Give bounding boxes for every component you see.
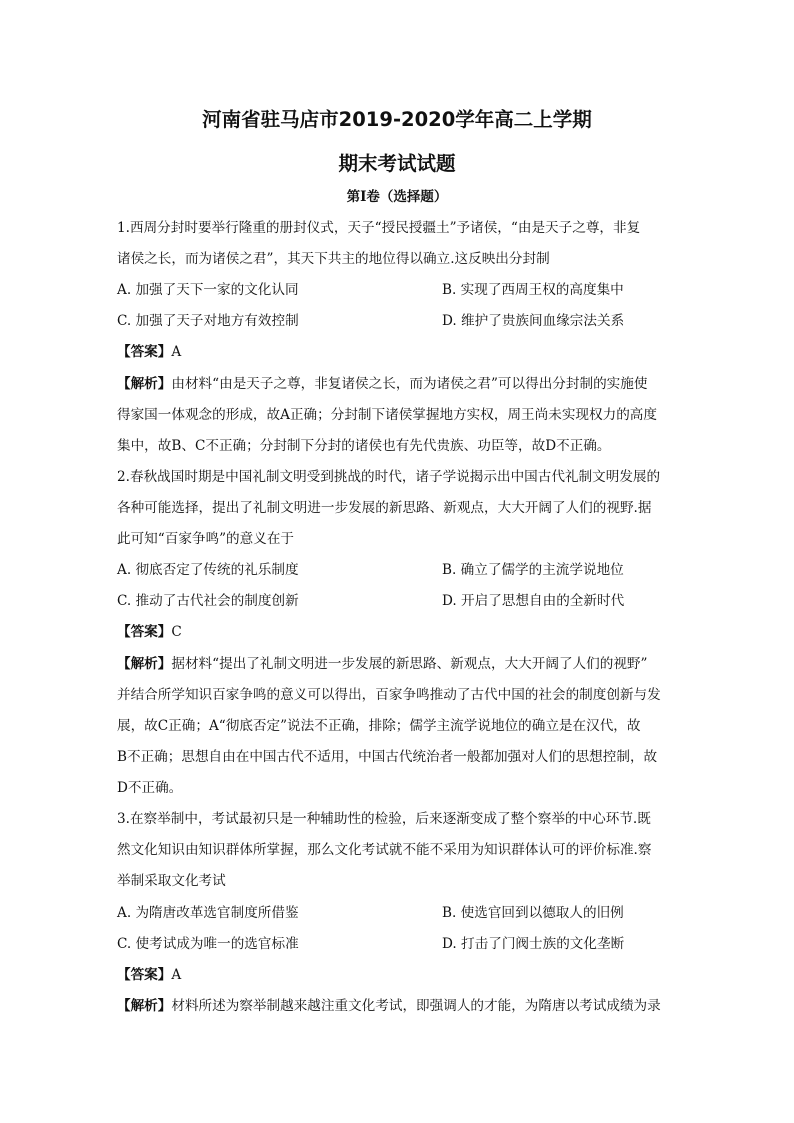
q3-stem-line: 然文化知识由知识群体所掌握，那么文化考试就不能不采用为知识群体认可的评价标准.察 (117, 842, 652, 858)
q2-analysis-line: 并结合所学知识百家争鸣的意义可以得出，百家争鸣推动了古代中国的社会的制度创新与发 (117, 687, 661, 703)
answer-tag: 【答案】 (117, 624, 172, 640)
q1-option-c: C. 加强了天子对地方有效控制 (117, 313, 299, 329)
q3-analysis-text: 材料所述为察举制越来越注重文化考试，即强调人的才能，为隋唐以考试成绩为录 (171, 998, 661, 1014)
q2-analysis-line: D不正确。 (117, 780, 183, 796)
analysis-tag: 【解析】 (117, 998, 172, 1014)
q1-option-d: D. 维护了贵族间血缘宗法关系 (442, 313, 625, 329)
q3-answer-value: A (171, 967, 182, 983)
analysis-tag: 【解析】 (117, 376, 172, 392)
q3-answer (117, 965, 181, 985)
q2-stem-line: 各种可能选择，提出了礼制文明进一步发展的新思路、新观点，大大开阔了人们的视野.据 (117, 500, 652, 516)
q2-option-a: A. 彻底否定了传统的礼乐制度 (117, 562, 299, 578)
q1-stem-line: 1.西周分封时要举行隆重的册封仪式，天子“授民授疆土”予诸侯，“由是天子之尊，非复 (117, 220, 641, 236)
q1-answer-value: A (171, 344, 182, 360)
q3-option-a: A. 为隋唐改革选官制度所借鉴 (117, 905, 299, 921)
section-heading: 第Ⅰ卷（选择题） (346, 189, 448, 205)
q1-analysis-text: 由材料“由是天子之尊，非复诸侯之长，而为诸侯之君”可以得出分封制的实施使 (171, 376, 648, 392)
q2-option-b: B. 确立了儒学的主流学说地位 (442, 562, 624, 578)
q2-stem-line: 此可知“百家争鸣”的意义在于 (117, 531, 295, 547)
q3-option-c: C. 使考试成为唯一的选官标准 (117, 936, 299, 952)
analysis-tag: 【解析】 (117, 656, 172, 672)
q2-analysis-line: B不正确；思想自由在中国古代不适用，中国古代统治者一般都加强对人们的思想控制，故 (117, 749, 658, 765)
q2-option-d: D. 开启了思想自由的全新时代 (442, 593, 625, 609)
q3-stem-line: 3.在察举制中，考试最初只是一种辅助性的检验，后来逐渐变成了整个察举的中心环节.既 (117, 811, 651, 827)
q1-analysis-line: 得家国一体观念的形成，故A正确；分封制下诸侯掌握地方实权，周王尚未实现权力的高度 (117, 407, 657, 423)
answer-tag: 【答案】 (117, 344, 172, 360)
doc-title-line2: 期末考试试题 (338, 152, 456, 175)
q3-option-d: D. 打击了门阀士族的文化垄断 (442, 936, 625, 952)
q1-option-b: B. 实现了西周王权的高度集中 (442, 282, 624, 298)
q3-option-b: B. 使选官回到以德取人的旧例 (442, 905, 624, 921)
answer-tag: 【答案】 (117, 967, 172, 983)
q3-analysis-line (117, 996, 661, 1016)
q1-analysis-line: 集中，故B、C不正确；分封制下分封的诸侯也有先代贵族、功臣等，故D不正确。 (117, 438, 611, 454)
q2-analysis-text: 据材料“提出了礼制文明进一步发展的新思路、新观点，大大开阔了人们的视野” (171, 656, 648, 672)
q2-answer (117, 622, 182, 642)
q1-option-a: A. 加强了天下一家的文化认同 (117, 282, 299, 298)
q1-answer (117, 342, 181, 362)
q2-analysis-line: 展，故C正确；A“彻底否定”说法不正确，排除；儒学主流学说地位的确立是在汉代，故 (117, 718, 641, 734)
q2-analysis-line (117, 654, 647, 674)
q3-stem-line: 举制采取文化考试 (117, 873, 226, 889)
q1-stem-line: 诸侯之长，而为诸侯之君”，其天下共主的地位得以确立.这反映出分封制 (117, 251, 550, 267)
doc-title-line1: 河南省驻马店市2019-2020学年高二上学期 (202, 108, 592, 131)
q1-analysis-line (117, 374, 647, 394)
q2-answer-value: C (171, 624, 182, 640)
q2-option-c: C. 推动了古代社会的制度创新 (117, 593, 299, 609)
q2-stem-line: 2.春秋战国时期是中国礼制文明受到挑战的时代，诸子学说揭示出中国古代礼制文明发展的 (117, 469, 661, 485)
